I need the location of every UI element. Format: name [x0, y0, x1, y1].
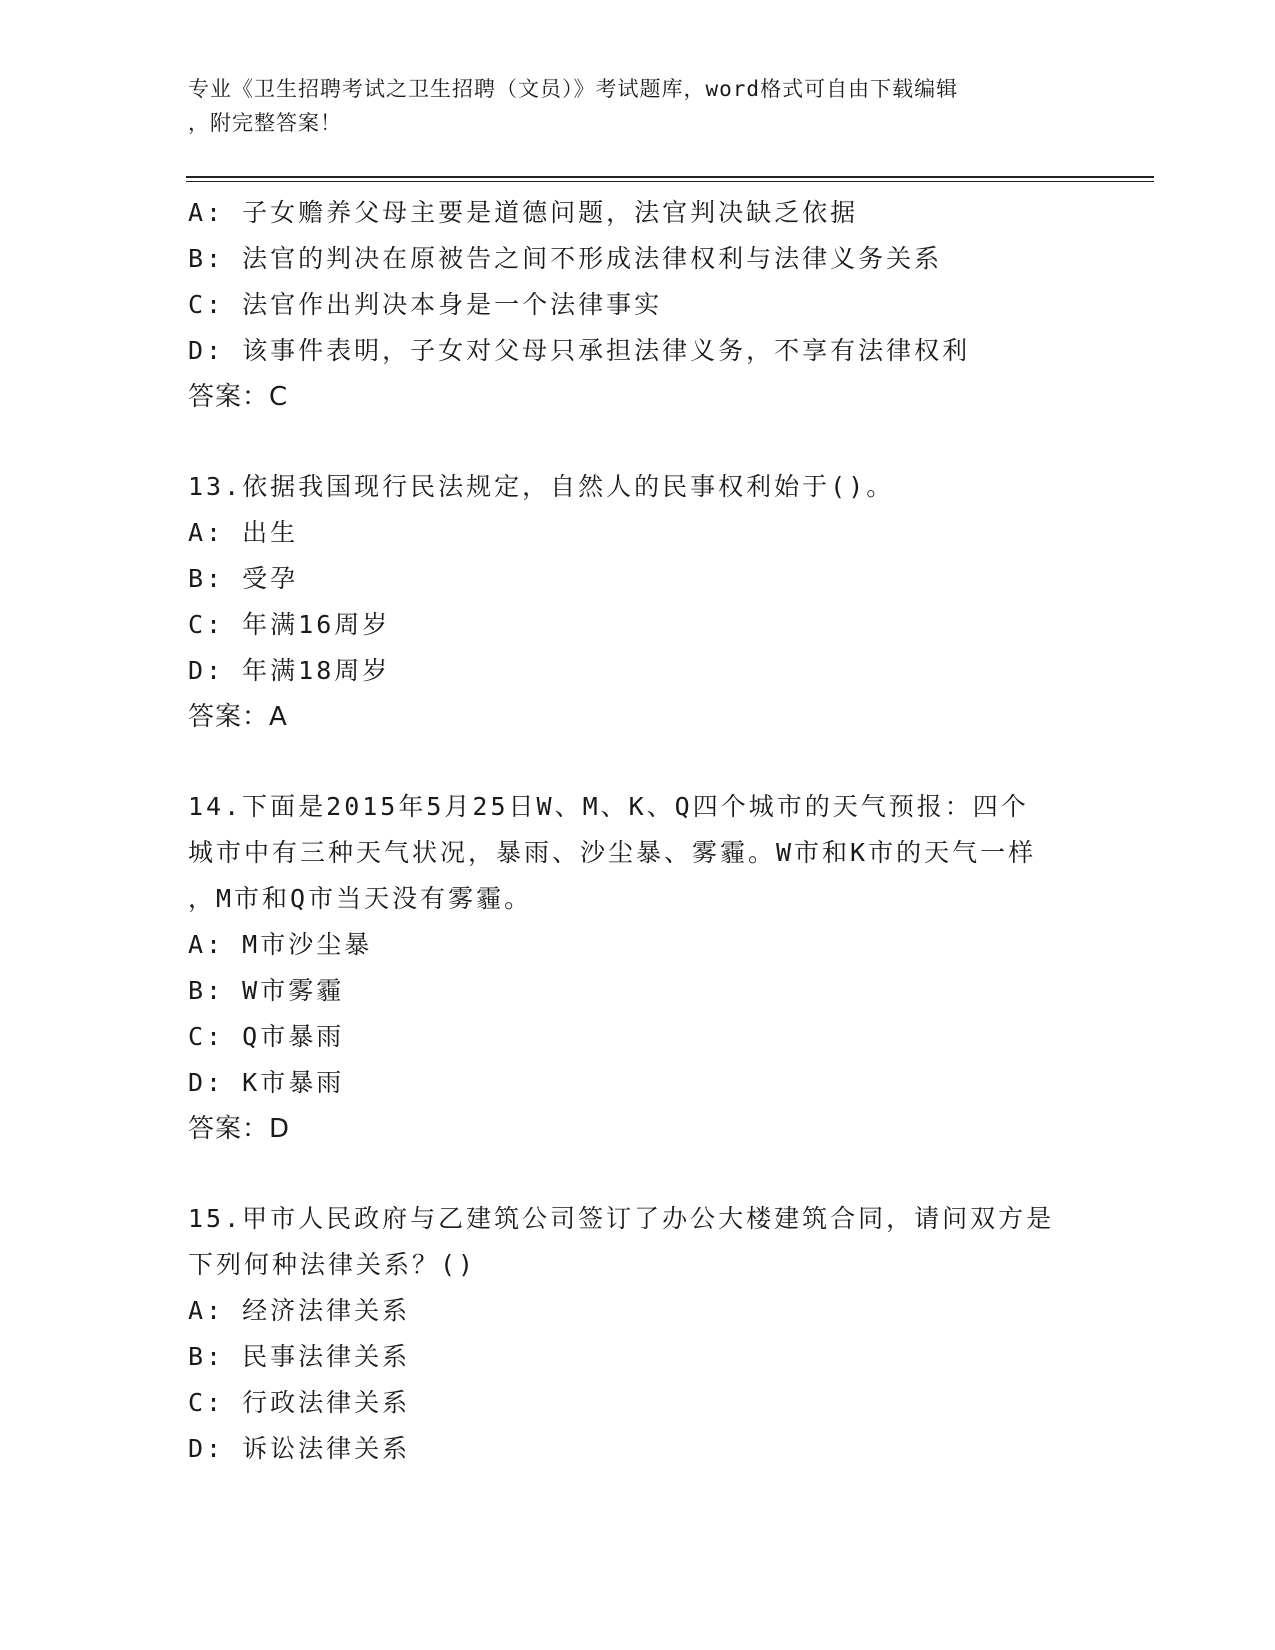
spacer — [188, 1152, 1088, 1196]
option-b: B: W市雾霾 — [188, 976, 345, 1005]
option-c: C: Q市暴雨 — [188, 1022, 345, 1051]
document-header — [188, 72, 1068, 140]
option-c: C: 行政法律关系 — [188, 1388, 411, 1417]
question-13 — [188, 464, 1088, 740]
header-line-2: ，附完整答案！ — [188, 111, 342, 135]
option-a: A: M市沙尘暴 — [188, 930, 373, 959]
header-rule-thick — [186, 176, 1154, 178]
question-list — [188, 190, 1088, 1472]
spacer — [188, 420, 1088, 464]
question-stem-line-2: 下列何种法律关系？() — [188, 1250, 477, 1279]
option-c: C: 法官作出判决本身是一个法律事实 — [188, 290, 663, 319]
question-stem-line-1: 15.甲市人民政府与乙建筑公司签订了办公大楼建筑合同，请问双方是 — [188, 1204, 1055, 1233]
option-d: D: 该事件表明，子女对父母只承担法律义务，不享有法律权利 — [188, 336, 971, 365]
question-stem-line-2: 城市中有三种天气状况，暴雨、沙尘暴、雾霾。W市和K市的天气一样 — [188, 838, 1037, 867]
header-rule-thin — [186, 181, 1154, 182]
question-15 — [188, 1196, 1088, 1472]
question-14 — [188, 784, 1088, 1152]
answer-line: 答案：A — [188, 702, 288, 732]
option-c: C: 年满16周岁 — [188, 610, 391, 639]
question-stem: 13.依据我国现行民法规定，自然人的民事权利始于()。 — [188, 472, 895, 501]
option-d: D: 诉讼法律关系 — [188, 1434, 411, 1463]
option-d: D: 年满18周岁 — [188, 656, 391, 685]
answer-line: 答案：D — [188, 1114, 291, 1144]
header-line-1: 专业《卫生招聘考试之卫生招聘（文员）》考试题库，word格式可自由下载编辑 — [188, 77, 959, 101]
option-a: A: 经济法律关系 — [188, 1296, 411, 1325]
spacer — [188, 740, 1088, 784]
question-12 — [188, 190, 1088, 420]
option-b: B: 民事法律关系 — [188, 1342, 411, 1371]
option-b: B: 受孕 — [188, 564, 299, 593]
option-a: A: 子女赡养父母主要是道德问题，法官判决缺乏依据 — [188, 198, 859, 227]
option-b: B: 法官的判决在原被告之间不形成法律权利与法律义务关系 — [188, 244, 943, 273]
answer-line: 答案：C — [188, 382, 289, 412]
option-d: D: K市暴雨 — [188, 1068, 345, 1097]
question-stem-line-1: 14.下面是2015年5月25日W、M、K、Q四个城市的天气预报：四个 — [188, 792, 1029, 821]
option-a: A: 出生 — [188, 518, 299, 547]
question-stem-line-3: ，M市和Q市当天没有雾霾。 — [188, 884, 533, 913]
